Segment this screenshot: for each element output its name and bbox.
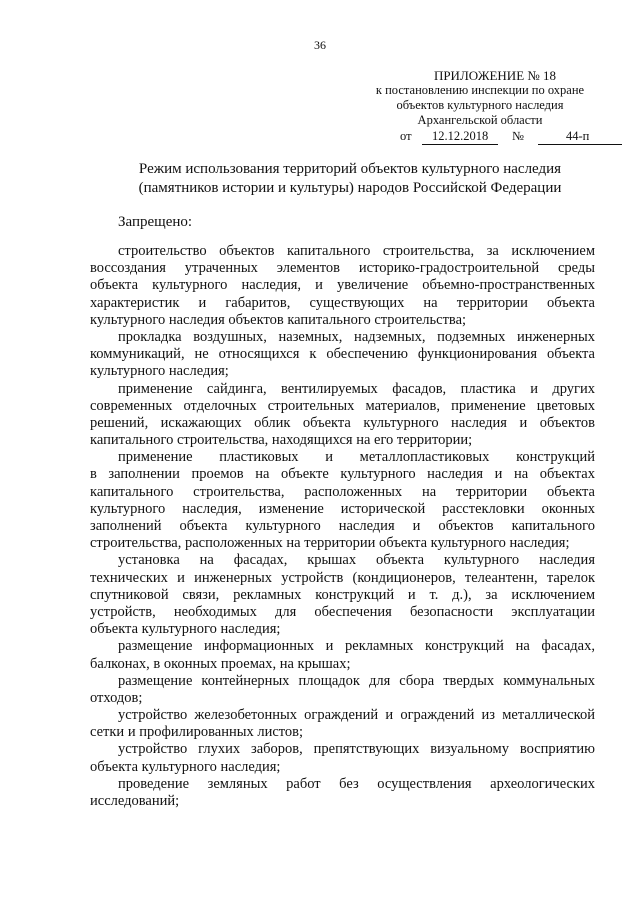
prohibition-paragraph — [90, 243, 595, 329]
number-label: № — [512, 129, 524, 143]
paragraph-line: применение сайдинга, вентилируемых фасадов, пластика и других — [118, 380, 595, 397]
from-label: от — [400, 129, 412, 143]
paragraph-line: решений, искажающих облик объекта культурного наследия и объектов — [90, 414, 595, 431]
paragraph-line: культурного наследия; — [90, 363, 229, 380]
appendix-line-1: к постановлению инспекции по охране — [375, 83, 585, 97]
forbidden-label: Запрещено: — [118, 214, 193, 230]
paragraph-line: капитального строительства, расположенных на территории объекта — [90, 483, 595, 500]
prohibitions-list — [90, 243, 595, 810]
paragraph-line: в заполнении проемов на объекте культурного наследия и на объектах — [90, 466, 595, 483]
paragraph-line: устройство железобетонных ограждений и ограждений из металлической — [118, 707, 595, 724]
paragraph-line: сетки и профилированных листов; — [90, 724, 304, 741]
paragraph-line: объекта культурного наследия; — [90, 621, 281, 638]
heading-line-1: Режим использования территорий объектов культурного наследия — [138, 161, 562, 177]
paragraph-line: строительство объектов капитального строительства, за исключением — [118, 243, 595, 259]
prohibition-paragraph — [90, 329, 595, 381]
appendix-line-2: объектов культурного наследия — [396, 98, 564, 112]
paragraph-line: коммуникаций, не относящихся к обеспечению функционирования объекта — [90, 346, 595, 363]
paragraph-line: воссоздания утраченных элементов историко-градостроительной среды — [90, 260, 595, 277]
heading-line-2: (памятников истории и культуры) народов Российской Федерации — [138, 180, 562, 196]
paragraph-line: объекта культурного наследия; — [90, 758, 281, 775]
prohibition-paragraph — [90, 638, 595, 672]
decree-date: 12.12.2018 — [432, 129, 489, 143]
paragraph-line: прокладка воздушных, наземных, надземных, подземных инженерных — [118, 328, 595, 345]
prohibition-paragraph — [90, 673, 595, 707]
paragraph-line: размещение контейнерных площадок для сбора твердых коммунальных — [118, 672, 595, 689]
paragraph-line: капитального строительства, находящихся на его территории; — [90, 432, 473, 449]
date-underline — [422, 129, 498, 145]
prohibition-paragraph — [90, 707, 595, 741]
prohibition-paragraph — [90, 776, 595, 810]
paragraph-line: технических и инженерных устройств (кондиционеров, телеантенн, тарелок — [90, 569, 595, 586]
paragraph-line: отходов; — [90, 689, 143, 706]
prohibition-paragraph — [90, 449, 595, 552]
paragraph-line: исследований; — [90, 793, 180, 809]
paragraph-line: культурного наследия объектов капитального строительства; — [90, 311, 467, 328]
prohibition-paragraph — [90, 741, 595, 775]
paragraph-line: применение пластиковых и металлопластиковых конструкций — [118, 449, 595, 466]
prohibition-paragraph — [90, 552, 595, 638]
paragraph-line: заполнений объекта культурного наследия и объектов капитального — [90, 518, 595, 534]
paragraph-line: балконах, в оконных проемах, на крышах; — [90, 655, 351, 672]
page-number: 36 — [314, 38, 326, 52]
document-heading — [110, 160, 590, 198]
paragraph-line: устройство глухих заборов, препятствующих визуальному восприятию — [118, 741, 595, 758]
paragraph-line: объекта культурного наследия, и увеличение объемно-пространственных — [90, 277, 595, 294]
paragraph-line: характеристик и габаритов, существующих на территории объекта — [90, 294, 595, 311]
paragraph-line: устройств, необходимых для обеспечения безопасности эксплуатации — [90, 603, 595, 620]
paragraph-line: установка на фасадах, крышах объекта культурного наследия — [118, 552, 595, 569]
prohibition-paragraph — [90, 381, 595, 450]
appendix-line-3: Архангельской области — [417, 113, 543, 127]
paragraph-line: строительства, расположенных на территории объекта культурного наследия; — [90, 535, 570, 552]
paragraph-line: проведение земляных работ без осуществления археологических — [118, 775, 595, 792]
paragraph-line: размещение информационных и рекламных конструкций на фасадах, — [118, 638, 595, 655]
paragraph-line: спутниковой связи, рекламных конструкций и т. д.), за исключением — [90, 586, 595, 603]
paragraph-line: современных отделочных строительных материалов, применение цветовых — [90, 397, 595, 414]
decree-number: 44-п — [566, 129, 590, 143]
appendix-title: ПРИЛОЖЕНИЕ № 18 — [433, 68, 557, 83]
appendix-block — [360, 68, 600, 128]
paragraph-line: культурного наследия, изменение исторической расстекловки оконных — [90, 500, 595, 517]
number-underline — [538, 129, 622, 145]
